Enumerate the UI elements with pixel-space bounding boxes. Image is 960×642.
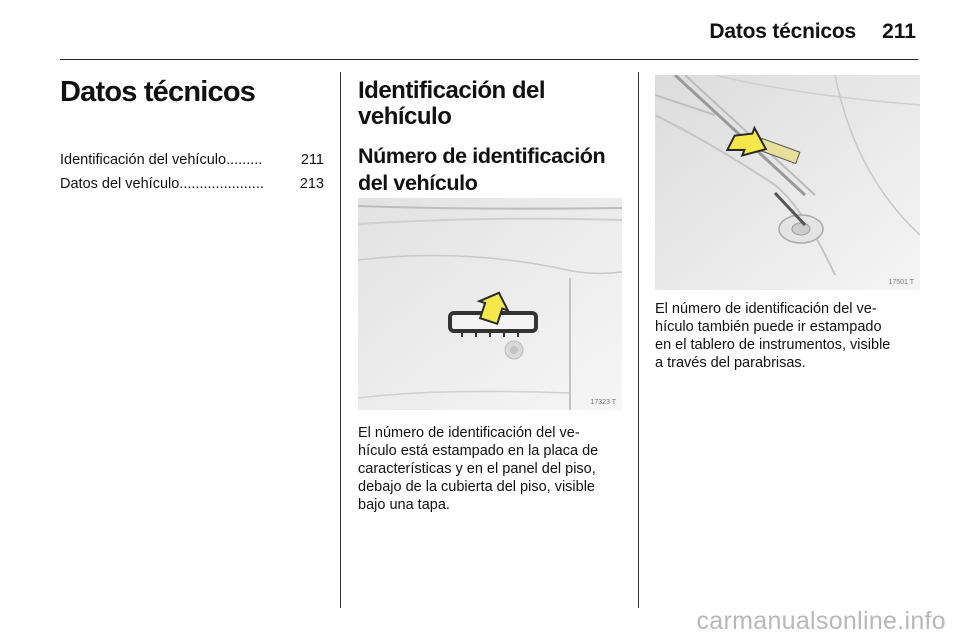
text-line: El número de identificación del ve- [655,301,877,317]
subheading-line: Número de identificación [358,144,606,168]
section-title: Datos técnicos [60,76,256,108]
text-line: características y en el panel del piso, [358,461,596,477]
column-divider [638,72,639,608]
table-of-contents [60,152,324,200]
heading-line: vehículo [358,103,452,130]
subheading-line: del vehículo [358,171,478,195]
toc-leader-dots: ..................... [179,176,264,192]
toc-entry[interactable] [60,152,324,176]
header-rule [60,59,918,60]
toc-entry-page: 211 [300,152,324,168]
toc-entry-page: 213 [299,176,324,192]
text-line: a través del parabrisas. [655,355,806,371]
text-line: en el tablero de instrumentos, visible [655,337,891,353]
text-line: hículo está estampado en la placa de [358,443,599,459]
toc-entry[interactable] [60,176,324,200]
toc-entry-label: Identificación del vehículo [60,152,227,168]
text-line: El número de identificación del ve- [358,425,580,441]
figure-code: 17323 T [590,399,616,406]
subsection-heading [358,143,628,197]
body-paragraph [655,300,923,372]
text-line: debajo de la cubierta del piso, visible [358,479,595,495]
text-line: hículo también puede ir estampado [655,319,882,335]
column-divider [340,72,341,608]
dashboard-vin-illustration [655,75,920,290]
toc-leader-dots: ......... [226,152,263,168]
chapter-heading [358,78,628,130]
text-line: bajo una tapa. [358,497,450,513]
floor-panel-vin-illustration [358,198,622,410]
page-number: 211 [882,20,916,43]
body-paragraph [358,424,626,514]
figure-code: 17501 T [888,279,914,286]
watermark: carmanualsonline.info [696,607,946,635]
heading-line: Identificación del [358,77,546,104]
toc-entry-label: Datos del vehículo [60,176,180,192]
running-header-title: Datos técnicos [709,20,856,43]
